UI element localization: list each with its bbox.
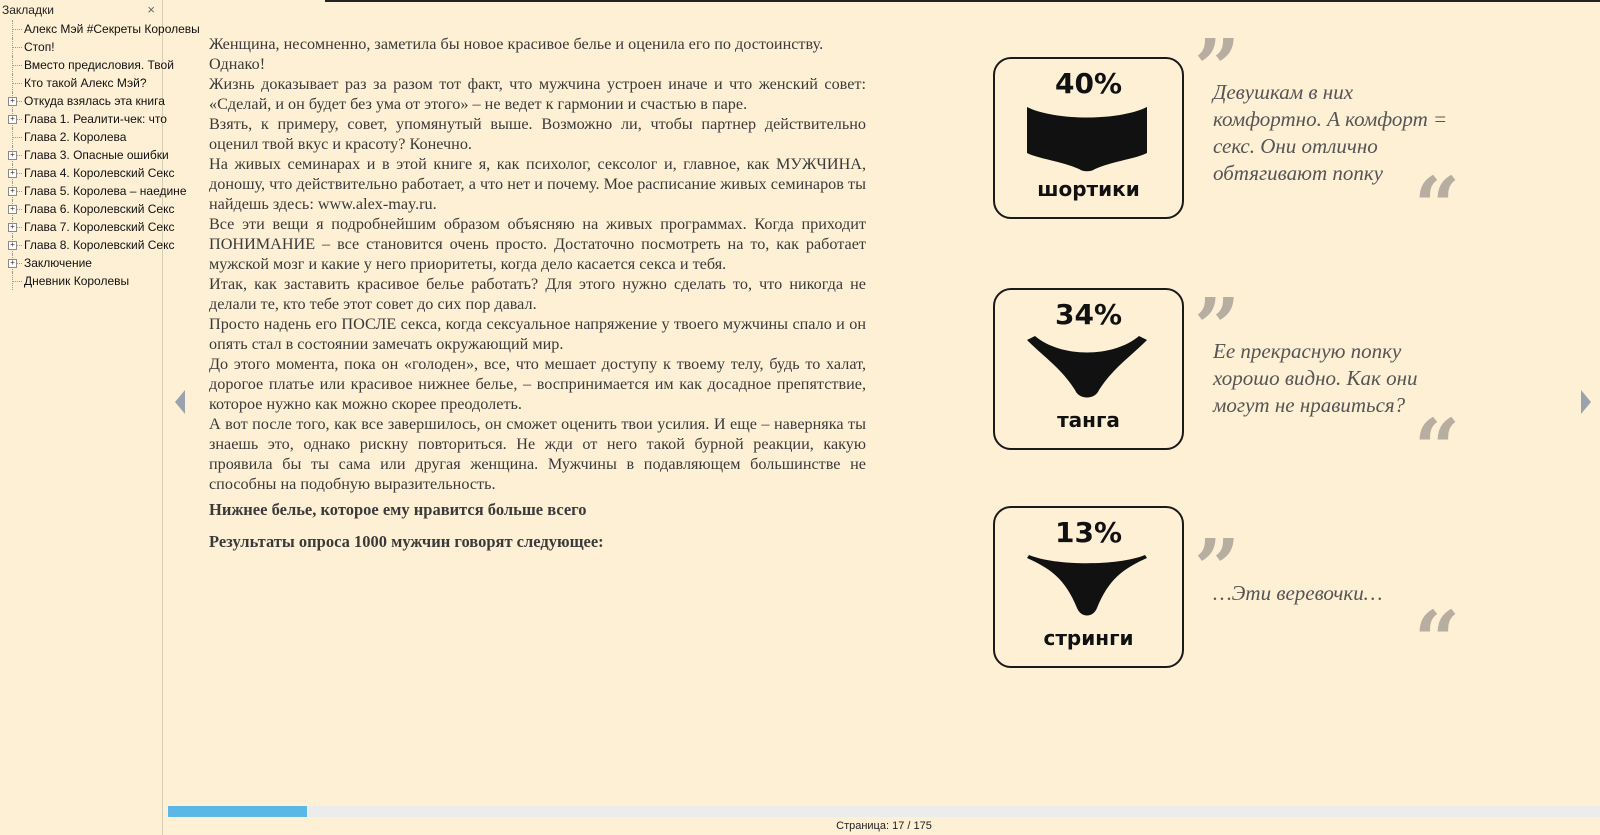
quote-open-icon: ” (1194, 280, 1241, 374)
bookmark-item[interactable] (0, 236, 175, 254)
bookmark-item[interactable] (0, 200, 175, 218)
paragraph: Просто надень его ПОСЛЕ секса, когда сексуальное напряжение у твоего мужчины спало и он опять стал в состоянии замечать окружающий мир. (209, 315, 866, 353)
bookmark-item[interactable] (0, 110, 167, 128)
survey-percent: 34% (1054, 298, 1123, 331)
paragraph: Итак, как заставить красивое белье работать? Для этого нужно сделать то, что никогда не делали те, кто тебе этот совет до сих пор давал. (209, 275, 866, 313)
tree-branch (12, 29, 22, 31)
expand-icon[interactable]: + (8, 151, 17, 160)
prev-page-arrow-icon[interactable] (175, 390, 185, 414)
survey-name: шортики (1037, 177, 1140, 201)
tanga-icon (1025, 334, 1149, 406)
survey-heading: Результаты опроса 1000 мужчин говорят следующее: (209, 532, 604, 551)
shorts-icon (1025, 103, 1149, 175)
bookmark-label: Глава 1. Реалити-чек: что (24, 112, 167, 126)
tree-branch (12, 281, 22, 283)
expand-icon[interactable]: + (8, 97, 17, 106)
bookmark-item[interactable] (0, 38, 162, 56)
bookmarks-header (0, 0, 162, 20)
bookmark-label: Стоп! (24, 40, 55, 54)
bookmark-item[interactable] (0, 218, 175, 236)
close-icon[interactable]: × (147, 2, 155, 17)
bookmark-item[interactable] (0, 56, 174, 74)
survey-percent: 13% (1054, 516, 1123, 549)
quote-close-icon: “ (1414, 159, 1461, 253)
expand-icon[interactable]: + (8, 223, 17, 232)
quote-close-icon: “ (1414, 401, 1461, 495)
expand-icon[interactable]: + (8, 259, 17, 268)
paragraph: До этого момента, пока он «голоден», все, что мешает доступу к твоему телу, будь то халат, дорогое платье или красивое нижнее белье, – воспринимается им как досадное препятствие, которое нужно как можно скорее преодолеть. (209, 355, 866, 413)
bookmark-label: Глава 7. Королевский Секс (24, 220, 175, 234)
string-icon (1025, 552, 1149, 624)
page-indicator: Страница: 17 / 175 (836, 820, 932, 832)
tree-branch (12, 47, 22, 49)
tree-branch (12, 65, 22, 67)
survey-card-shorts (993, 57, 1184, 219)
bookmark-label: Глава 6. Королевский Секс (24, 202, 175, 216)
bookmark-label: Кто такой Алекс Мэй? (24, 76, 147, 90)
quote-close-icon: “ (1414, 593, 1461, 687)
expand-icon[interactable]: + (8, 241, 17, 250)
bookmark-label: Вместо предисловия. Твой (24, 58, 174, 72)
survey-quote: Девушкам в них комфортно. А комфорт = секс. Они отлично обтягивают попку (1213, 80, 1448, 185)
bookmark-item[interactable] (0, 92, 165, 110)
top-strip (325, 0, 1600, 2)
bookmark-label: Заключение (24, 256, 92, 270)
survey-card-tanga (993, 288, 1184, 450)
reading-progress-bar[interactable] (168, 806, 1600, 817)
quote-open-icon: ” (1194, 21, 1241, 115)
bookmark-label: Глава 8. Королевский Секс (24, 238, 175, 252)
bookmark-item[interactable] (0, 272, 162, 290)
bookmark-label: Откуда взялась эта книга (24, 94, 165, 108)
expand-icon[interactable]: + (8, 205, 17, 214)
paragraph: На живых семинарах и в этой книге я, как психолог, сексолог и, главное, как МУЖЧИНА, доношу, что действительно работает, а что нет и почему. Мое расписание живых семинаров ты найдешь здесь: www.alex-may.ru. (209, 155, 866, 213)
bookmark-item[interactable] (0, 146, 169, 164)
bookmark-label: Глава 3. Опасные ошибки (24, 148, 169, 162)
bookmark-label: Глава 2. Королева (24, 130, 127, 144)
survey-name: танга (1057, 408, 1120, 432)
survey-quote: Ее прекрасную попку хорошо видно. Как они могут не нравиться? (1213, 339, 1418, 417)
paragraph: А вот после того, как все завершилось, он сможет оценить твои усилия. И еще – наверняка ты знаешь это, однако рискну повториться. Не жди от него такой бурной реакции, какую проявила бы ты сама или другая женщина. Мужчины в подавляющем большинстве не способны на подобную выразительность. (209, 415, 866, 493)
tree-branch (12, 137, 22, 139)
paragraph: Жизнь доказывает раз за разом тот факт, что мужчина устроен иначе и что женский совет: «Сделай, и он будет без ума от этого» – не ведет к гармонии и счастью в паре. (209, 75, 866, 113)
quote-open-icon: ” (1194, 521, 1241, 615)
expand-icon[interactable]: + (8, 115, 17, 124)
tree-branch (12, 83, 22, 85)
bookmark-item[interactable] (0, 20, 200, 38)
bookmark-label: Алекс Мэй #Секреты Королевы (24, 22, 200, 36)
bookmark-item[interactable] (0, 164, 175, 182)
reading-progress-fill (168, 806, 307, 817)
bookmark-item[interactable] (0, 128, 162, 146)
bookmark-label: Глава 5. Королева – наедине (24, 184, 187, 198)
survey-name: стринги (1043, 626, 1134, 650)
page-text (209, 34, 866, 552)
bookmarks-tree (0, 20, 200, 290)
survey-quote: …Эти веревочки… (1213, 581, 1383, 605)
paragraph: Взять, к примеру, совет, упомянутый выше. Возможно ли, чтобы партнер действительно оценил твой вкус и красоту? Конечно. (209, 115, 866, 153)
paragraph: Все эти вещи я подробнейшим образом объясняю на живых программах. Когда приходит ПОНИМАНИЕ – все становится очень просто. Достаточно посмотреть на то, как работает мужской мозг и какие у него приоритеты, когда дело касается секса и тебя. (209, 215, 866, 273)
expand-icon[interactable]: + (8, 187, 17, 196)
survey-card-string (993, 506, 1184, 668)
bookmark-item[interactable] (0, 74, 162, 92)
bookmark-item[interactable] (0, 182, 187, 200)
survey-percent: 40% (1054, 67, 1123, 100)
paragraph: Однако! (209, 55, 266, 73)
bookmark-label: Дневник Королевы (24, 274, 130, 288)
bookmarks-panel (0, 0, 200, 835)
section-heading: Нижнее белье, которое ему нравится больше всего (209, 500, 587, 519)
expand-icon[interactable]: + (8, 169, 17, 178)
next-page-arrow-icon[interactable] (1581, 390, 1591, 414)
bookmark-label: Глава 4. Королевский Секс (24, 166, 175, 180)
bookmark-item[interactable] (0, 254, 162, 272)
paragraph: Женщина, несомненно, заметила бы новое красивое белье и оценила его по достоинству. (209, 35, 824, 53)
bookmarks-title: Закладки (2, 3, 54, 17)
